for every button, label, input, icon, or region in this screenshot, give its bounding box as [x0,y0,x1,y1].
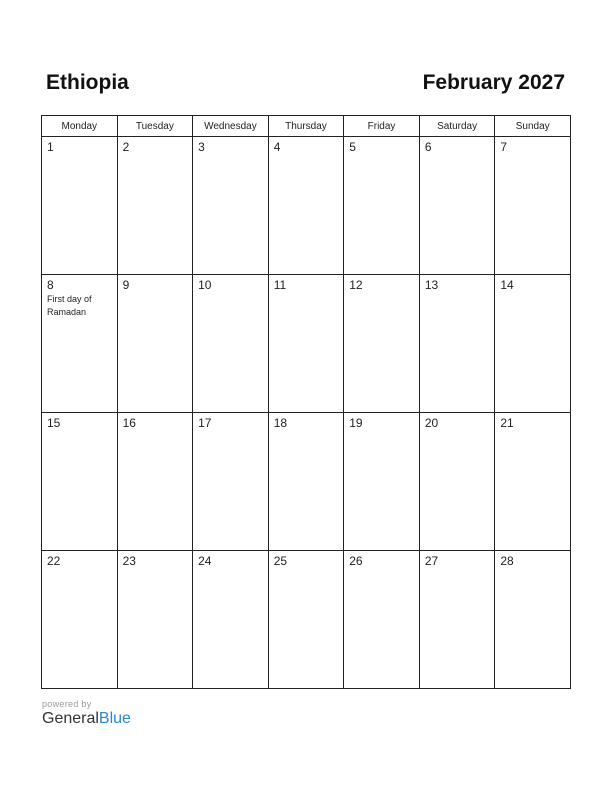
day-cell [117,137,193,275]
weekday-header: Friday [344,116,420,137]
day-number: 13 [424,278,439,292]
day-number: 26 [349,554,363,568]
day-cell [419,413,495,551]
day-cell [419,275,495,413]
week-row [42,413,571,551]
logo-text-blue: Blue [98,710,131,727]
day-number: 15 [47,416,61,430]
day-number: 24 [198,554,212,568]
day-number: 12 [349,278,363,292]
weekday-header: Thursday [268,116,344,137]
day-cell [268,137,344,275]
day-number: 4 [273,140,281,154]
calendar-grid [41,115,571,689]
day-number: 2 [122,140,130,154]
day-cell [268,413,344,551]
powered-by-label: powered by [42,699,92,709]
day-cell [495,413,571,551]
day-cell [344,137,420,275]
day-number: 27 [424,554,439,568]
day-cell [193,413,269,551]
day-cell [344,413,420,551]
weekday-header: Monday [42,116,118,137]
day-number: 20 [424,416,439,430]
day-number: 17 [198,416,212,430]
day-cell [495,551,571,689]
day-number: 7 [500,140,508,154]
day-cell [42,413,118,551]
day-number: 8 [47,278,54,292]
day-number: 22 [47,554,61,568]
day-number: 28 [500,554,514,568]
weekday-header: Saturday [419,116,495,137]
day-number: 11 [273,278,287,292]
day-number: 9 [122,278,130,292]
holiday-label: First day of Ramadan [47,294,92,317]
day-cell [117,413,193,551]
day-number: 19 [349,416,363,430]
day-cell [344,551,420,689]
day-cell [42,137,118,275]
week-row [42,551,571,689]
day-cell [42,275,118,413]
day-number: 3 [198,140,205,154]
day-cell [495,275,571,413]
day-cell [42,551,118,689]
day-cell [495,137,571,275]
day-cell [419,137,495,275]
day-number: 10 [198,278,212,292]
day-number: 1 [47,140,54,154]
day-cell [193,137,269,275]
day-cell [419,551,495,689]
week-row [42,275,571,413]
weekday-header: Wednesday [193,116,269,137]
generalblue-logo[interactable] [42,710,131,728]
weekday-header: Sunday [495,116,571,137]
week-row [42,137,571,275]
day-number: 16 [122,416,136,430]
logo-text-general: General [42,710,99,727]
day-number: 14 [500,278,514,292]
day-cell [193,551,269,689]
weekday-header: Tuesday [117,116,193,137]
day-number: 25 [273,554,288,568]
day-number: 21 [500,416,514,430]
day-number: 18 [273,416,288,430]
day-cell [268,275,344,413]
footer-branding [42,699,131,728]
day-cell [117,551,193,689]
month-title: February 2027 [422,71,565,94]
day-cell [193,275,269,413]
day-cell [117,275,193,413]
day-cell [268,551,344,689]
day-cell [344,275,420,413]
day-number: 5 [349,140,356,154]
day-number: 23 [122,554,136,568]
day-number: 6 [424,140,432,154]
weekday-header-row [42,116,571,137]
country-title: Ethiopia [46,71,129,94]
